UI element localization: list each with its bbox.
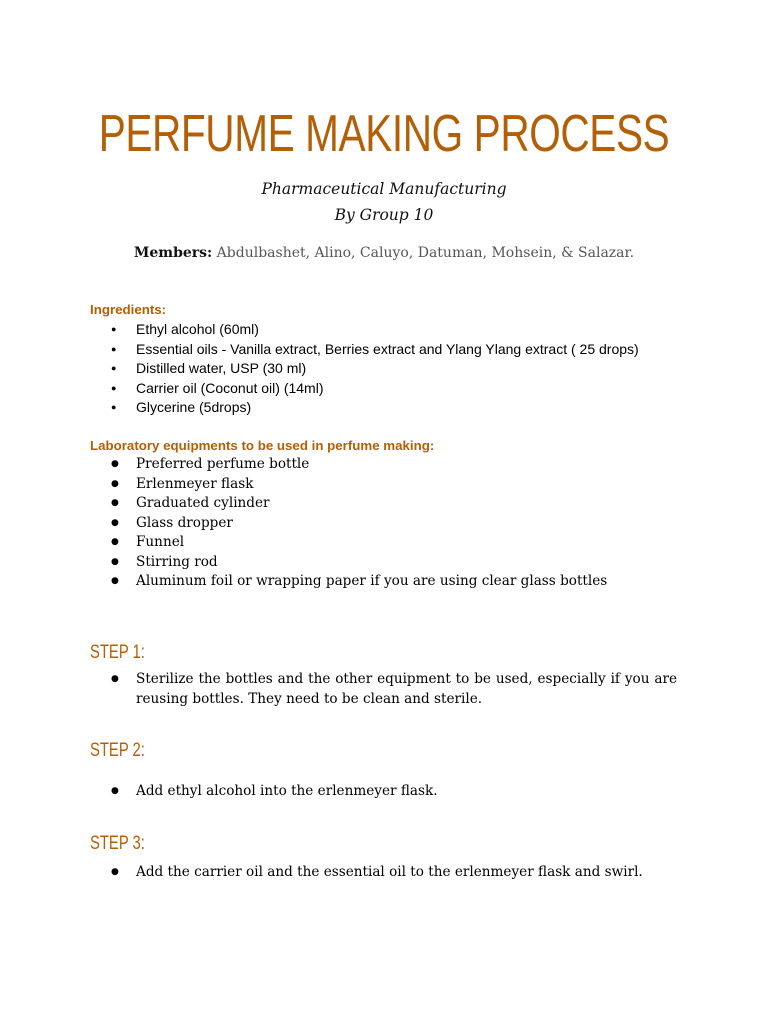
list-item: ● Erlenmeyer flask xyxy=(90,475,607,495)
list-item: ● Funnel xyxy=(90,533,607,553)
list-item: ● Preferred perfume bottle xyxy=(90,455,607,475)
ingredients-heading: Ingredients: xyxy=(90,302,167,317)
members-label: Members: xyxy=(133,245,213,261)
step-2-list xyxy=(90,781,677,801)
step-1-list xyxy=(90,669,677,709)
ingredients-list xyxy=(90,320,639,418)
step-3-text: ● Add the carrier oil and the essential oil to the erlenmeyer flask and swirl. xyxy=(90,862,677,882)
step-1-text: ● Sterilize the bottles and the other equipment to be used, especially if you are reusing bottles. They need to be clean and sterile. xyxy=(90,669,677,709)
list-item: ● Glass dropper xyxy=(90,514,607,534)
members-line xyxy=(0,243,768,263)
step-2-heading: STEP 2: xyxy=(90,740,145,761)
list-item: ● Carrier oil (Coconut oil) (14ml) xyxy=(90,379,639,399)
document-subtitle: Pharmaceutical Manufacturing xyxy=(261,180,507,198)
step-2-text: ● Add ethyl alcohol into the erlenmeyer flask. xyxy=(90,781,677,801)
step-3-list xyxy=(90,862,677,882)
group-label: By Group 10 xyxy=(334,206,434,224)
list-item: ● Graduated cylinder xyxy=(90,494,607,514)
members-names: Abdulbashet, Alino, Caluyo, Datuman, Mohsein, & Salazar. xyxy=(216,245,635,261)
step-1-heading: STEP 1: xyxy=(90,642,145,663)
page-title: PERFUME MAKING PROCESS xyxy=(98,105,670,163)
list-item: ● Stirring rod xyxy=(90,553,607,573)
equipment-heading: Laboratory equipments to be used in perfume making: xyxy=(90,438,435,453)
step-3-heading: STEP 3: xyxy=(90,833,145,854)
list-item: ● Ethyl alcohol (60ml) xyxy=(90,320,639,340)
list-item: ● Essential oils - Vanilla extract, Berries extract and Ylang Ylang extract ( 25 drops) xyxy=(90,340,639,360)
list-item: ● Aluminum foil or wrapping paper if you are using clear glass bottles xyxy=(90,572,607,592)
list-item: ● Glycerine (5drops) xyxy=(90,398,639,418)
equipment-list xyxy=(90,455,607,592)
list-item: ● Distilled water, USP (30 ml) xyxy=(90,359,639,379)
